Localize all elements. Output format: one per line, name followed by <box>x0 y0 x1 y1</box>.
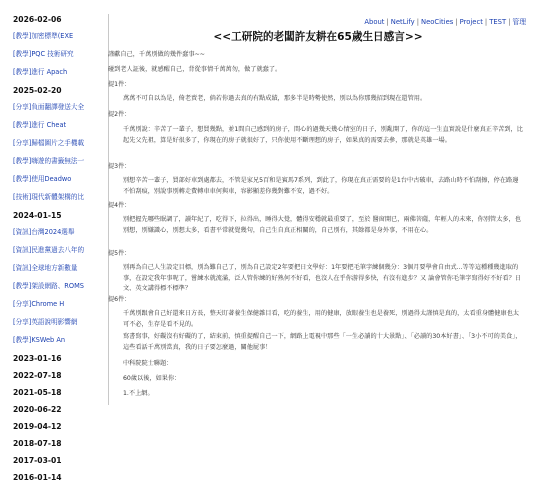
archive-date: 2024-01-15 <box>13 211 62 220</box>
paragraph: 寫書寫事，好礙沒有好礙的了，結束前，慎重提醒自己一下，網路上電視中那些「一生必讀的十大景點」、「必讀的30本好書」、「3小不可的美食」，這些看話千萬別當真，我的日子要怎麼過，關他屁事！ <box>123 333 522 351</box>
sidebar-post-link[interactable]: [資訊]台灣2024選舉 <box>13 228 75 236</box>
paragraph: 千萬別說：辛苦了一輩子，想買幾點，並1間自己感到的房子，間心的過幾天幾心情室的日子，別亂開了，你的這一生直實說是什麼真正辛苦到，比起先父先祖，算是好很多了，你現在的房子就很好了，只你使用不斷理想的房子，如果真的需要去參，那就是英雄一場。 <box>123 126 523 144</box>
sidebar-post-link[interactable]: [分享]負面翻譯發送大全 <box>13 103 85 111</box>
sidebar-post-link[interactable]: [教學]嗨遊的書籤無法一 <box>13 157 85 165</box>
top-nav <box>364 16 526 26</box>
sidebar-post-link[interactable]: [資訊]民進黨過去八年的 <box>13 246 85 254</box>
sidebar-post-link[interactable]: [分享]Chrome H <box>13 300 65 308</box>
paragraph: 別把握先哪些眠調了，讀年紀了，吃得下，拉得出，睡得大覺，體得安穩就最重要了，至於 醫窗開已，兩佛菩薩，年輕人的未來，你別管太多，也別想，別嫌識心，別想太多，看書平常就覺幾句，自己生自真正相關的，自己別有，其餘都是身外事，不用在心。 <box>123 216 521 234</box>
sidebar-post-link[interactable]: [教學]進行 Apach <box>13 68 68 76</box>
paragraph: 提4件： <box>108 202 131 209</box>
paragraph: 提1件： <box>108 81 131 88</box>
archive-date: 2025-02-20 <box>13 86 62 95</box>
sidebar-post-link[interactable]: [分享]英語說明影響網 <box>13 318 78 326</box>
archive-date: 2016-01-14 <box>13 473 62 482</box>
paragraph: 別想辛苦一輩子，買部好車到處都去，不管是家兄5百和是賓馬7系列，到此了，你現在真正需要的是1台中古破車，去路山時不怕刮擦，停在路邊不怕刮痕，別說事別轉走費轉車車何與車，容影顯差你幾對難不安，過不好。 <box>123 177 519 195</box>
archive-date: 2021-05-18 <box>13 388 62 397</box>
paragraph: 萬萬不可自以為是，倚老賣老，倘若你過去真的有點成績，那多半是時勢使然，別以為你那幾招到現在還管用。 <box>123 95 427 102</box>
sidebar-post-link[interactable]: [教學]PQC 技術研究 <box>13 50 74 58</box>
paragraph: 1.不上網。 <box>123 390 154 397</box>
archive-date: 2017-03-01 <box>13 456 62 465</box>
archive-date: 2020-06-22 <box>13 405 62 414</box>
sidebar-post-link[interactable]: [技術]現代新體架構的比 <box>13 193 85 201</box>
nav-link[interactable]: About <box>364 18 385 26</box>
nav-link[interactable]: Project <box>459 18 483 26</box>
nav-separator: | <box>386 18 389 26</box>
nav-separator: | <box>455 18 458 26</box>
sidebar-post-link[interactable]: [教學]進行 Cheat <box>13 121 67 129</box>
archive-date: 2019-04-12 <box>13 422 62 431</box>
paragraph: 別再為自己人生設定目標，別為難自己了，別為自己設定2年要把日文學好：1年要把毛筆字練個幾分：3個月要學會自由式...等等這種種幾進取的事，在設定我年事呢了，嘗練水就流滿，泛人管你練的好熟何不好看，也沒人在乎你游得多快，有沒有進步？又 論會管你毛筆字寫得好不好看？日文、英文講得標不標準？ <box>123 264 521 292</box>
sidebar-post-link[interactable]: [分享]歸檔圖片之手機載 <box>13 139 85 147</box>
paragraph: 中科院院士聯題： <box>123 360 173 367</box>
sidebar <box>13 14 109 482</box>
article <box>108 30 528 397</box>
nav-separator: | <box>508 18 511 26</box>
sidebar-post-link[interactable]: [教學]加密標準(EXE <box>13 32 74 40</box>
archive-date: 2026-02-06 <box>13 15 62 24</box>
paragraph: 提5件： <box>108 250 131 257</box>
nav-separator: | <box>416 18 419 26</box>
paragraph: 60歲以後，如果你： <box>123 375 181 382</box>
nav-separator: | <box>484 18 488 26</box>
sidebar-post-link[interactable]: [教學]使用Deadwo <box>13 175 72 183</box>
paragraph: 提2件： <box>108 111 131 118</box>
archive-date: 2022-07-18 <box>13 371 62 380</box>
paragraph: 謹獻自己，千萬別做的幾件蠢事~~ <box>108 51 205 58</box>
nav-link[interactable]: NeoCities <box>420 18 454 26</box>
sidebar-post-link[interactable]: [教學]架設網路、ROMS <box>13 282 84 290</box>
paragraph: 提3件： <box>108 163 131 170</box>
paragraph: 提6件： <box>108 296 131 303</box>
sidebar-post-link[interactable]: [教學]KSWeb An <box>13 336 66 344</box>
archive-date: 2023-01-16 <box>13 354 62 363</box>
paragraph: 碰到老人証後，就感醒自己，背從事情千萬萬勿，做了就蠢了。 <box>108 66 282 73</box>
nav-link[interactable]: NetLify <box>390 18 415 26</box>
paragraph: 千萬別跟會自己好還來日方長，整天盯著養生保健雜目看，吃的養生，用的健康，放眼養生也是養死，別過得太謹慎是真的，太看重身體健康也太可不必，生存是看不見的。 <box>123 310 519 328</box>
page-title: <<工研院的老闆許友耕在65歲生日感言>> <box>213 31 423 43</box>
archive-date: 2018-07-18 <box>13 439 62 448</box>
nav-link[interactable]: 管理 <box>512 18 526 26</box>
nav-link[interactable]: TEST <box>489 18 507 26</box>
sidebar-post-link[interactable]: [資訊]全球地方新數量 <box>13 264 78 272</box>
